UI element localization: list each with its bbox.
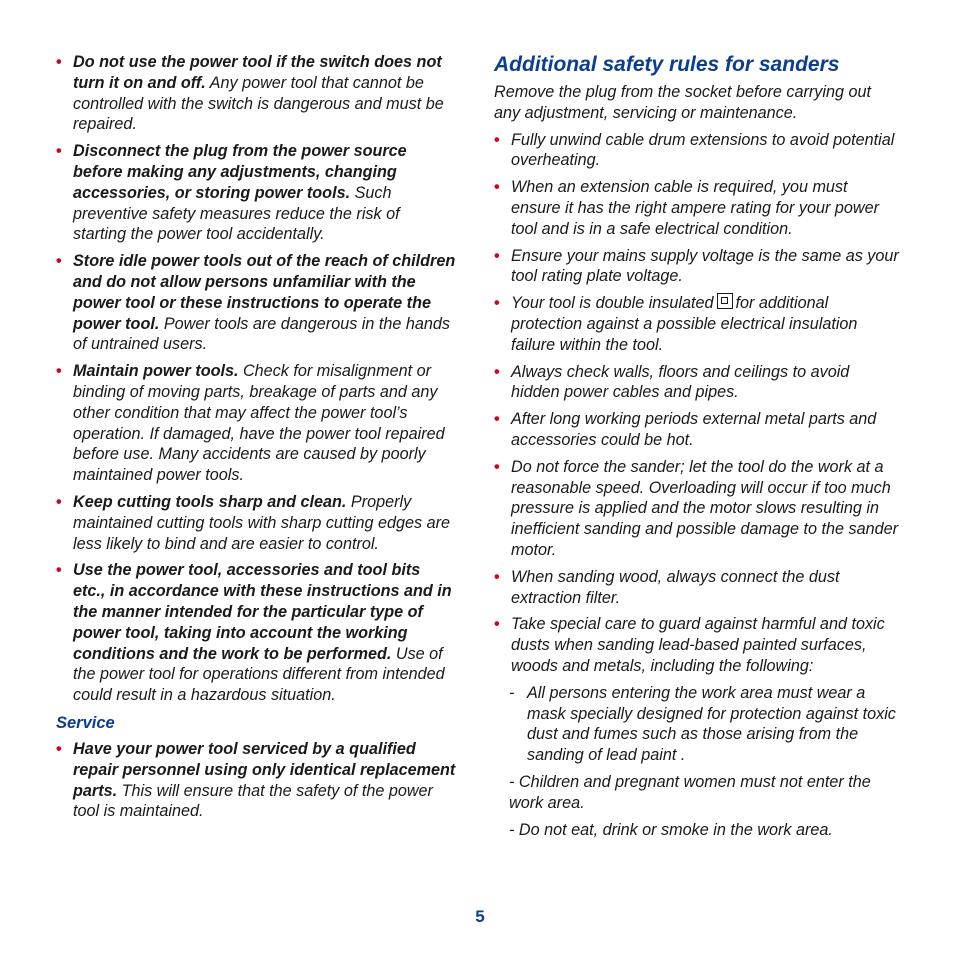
item-text: for additional protection against a possible electrical insulation failure within the tool. (511, 294, 858, 354)
bullet: • (494, 567, 500, 586)
right-column (494, 52, 899, 846)
list-item (494, 130, 899, 172)
bullet: • (56, 53, 62, 71)
sub-item-text: All persons entering the work area must wear a mask specially designed for protection against toxic dust and fumes such as those arising from the sanding of lead paint . (527, 683, 896, 765)
sub-list-item (494, 683, 899, 766)
item-text: This will ensure that the safety of the power tool is maintained. (73, 781, 433, 821)
list-item (56, 492, 456, 554)
double-insulation-icon (717, 293, 733, 309)
item-text: Check for misalignment or binding of moving parts, breakage of parts and any other condition that may affect the power tool’s operation. If damaged, have the power tool repaired before use. Many accidents are caused by poorly maintained power tools. (73, 362, 445, 485)
bullet: • (56, 142, 62, 161)
item-text: When sanding wood, always connect the dust extraction filter. (511, 567, 840, 607)
item-text: Always check walls, floors and ceilings to avoid hidden power cables and pipes. (511, 362, 850, 402)
bullet: • (494, 457, 500, 476)
list-item (494, 362, 899, 404)
item-text: Such preventive safety measures reduce the risk of starting the power tool accidentally. (73, 183, 400, 244)
bullet: • (494, 615, 500, 634)
bullet: • (494, 294, 500, 313)
list-item (494, 457, 899, 561)
item-text: Your tool is double insulated (511, 294, 714, 313)
item-bold-text: Keep cutting tools sharp and clean. (73, 492, 347, 511)
item-text: Properly maintained cutting tools with sharp cutting edges are less likely to bind and are easier to control. (73, 492, 451, 553)
item-text: Fully unwind cable drum extensions to avoid potential overheating. (511, 130, 895, 170)
sub-list-item (494, 820, 899, 841)
bullet: • (494, 246, 500, 265)
list-item (494, 177, 899, 239)
bullet: • (494, 410, 500, 429)
item-text: Do not force the sander; let the tool do the work at a reasonable speed. Overloading will occur if too much pressure is applied and the motor slows resulting in inefficient sanding and possible damage to the sander motor. (511, 457, 898, 559)
dash: - (509, 683, 515, 702)
item-bold-text: Disconnect the plug from the power source before making any adjustments, changing accessories, or storing power tools. (73, 142, 407, 202)
list-item (56, 739, 456, 822)
list-item (494, 293, 899, 355)
item-bold-text: Do not use the power tool if the switch does not turn it on and off. (73, 53, 442, 92)
bullet: • (56, 739, 62, 758)
bullet: • (56, 492, 62, 511)
item-bold-text: Maintain power tools. (73, 362, 239, 381)
item-text: After long working periods external metal parts and accessories could be hot. (511, 410, 877, 449)
item-bold-text: Store idle power tools out of the reach of children and do not allow persons unfamiliar with the power tool or these instructions to operate the power tool. (73, 252, 456, 333)
list-item (494, 409, 899, 451)
list-item (494, 567, 899, 609)
intro-text: Remove the plug from the socket before carrying out any adjustment, servicing or maintenance. (494, 83, 871, 122)
item-text: Use of the power tool for operations different from intended could result in a hazardous situation. (73, 644, 445, 705)
item-text: Take special care to guard against harmful and toxic dusts when sanding lead-based painted surfaces, woods and metals, including the following: (511, 615, 885, 675)
list-item (56, 52, 456, 135)
sub-list-item (494, 772, 899, 814)
item-bold-text: Use the power tool, accessories and tool bits etc., in accordance with these instructions and in the manner intended for the particular type of power tool, taking into account the working conditions and the work to be performed. (73, 561, 452, 663)
bullet: • (494, 130, 500, 149)
service-heading: Service (56, 713, 115, 732)
page-number: 5 (475, 907, 485, 926)
bullet: • (56, 252, 62, 271)
left-column (56, 52, 456, 828)
bullet: • (56, 362, 62, 381)
sub-item-text: - Children and pregnant women must not enter the work area. (509, 772, 871, 812)
item-bold-text: Have your power tool serviced by a qualified repair personnel using only identical replacement parts. (73, 739, 456, 800)
list-item (494, 614, 899, 676)
item-text: Any power tool that cannot be controlled with the switch is dangerous and must be repaired. (73, 73, 444, 134)
list-item (56, 251, 456, 355)
sub-item-text: - Do not eat, drink or smoke in the work area. (509, 820, 833, 839)
list-item (494, 246, 899, 288)
list-item (56, 361, 456, 486)
item-text: When an extension cable is required, you must ensure it has the right ampere rating for your power tool and is in a safe electrical condition. (511, 178, 880, 238)
bullet: • (494, 362, 500, 381)
bullet: • (56, 561, 62, 580)
list-item (56, 141, 456, 245)
section-heading: Additional safety rules for sanders (494, 53, 840, 76)
item-text: Ensure your mains supply voltage is the same as your tool rating plate voltage. (511, 246, 899, 286)
bullet: • (494, 178, 500, 197)
list-item (56, 560, 456, 706)
item-text: Power tools are dangerous in the hands of untrained users. (73, 314, 450, 354)
